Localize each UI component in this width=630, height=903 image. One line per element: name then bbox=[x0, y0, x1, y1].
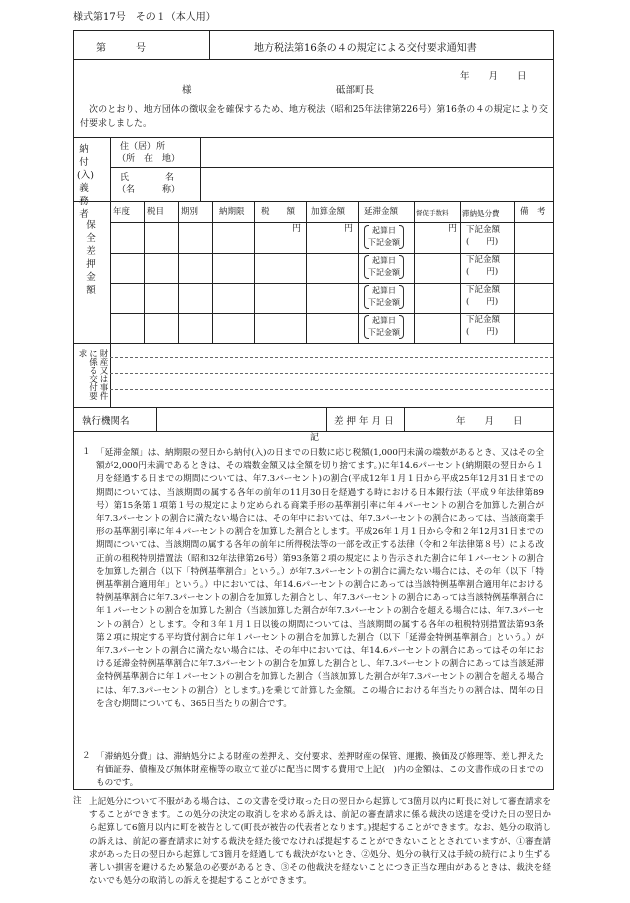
name-sub-label: （名 称） bbox=[117, 185, 181, 195]
late-charge-row-2: 起算日 下記金額 bbox=[365, 255, 403, 279]
col-tax-amount: 税 額 bbox=[261, 207, 296, 217]
col-remarks: 備 考 bbox=[520, 207, 546, 217]
intro-paragraph: 次のとおり、地方団体の徴収金を確保するため、地方税法（昭和25年法律第226号）第16条の４の規定により交付要求しました。 bbox=[80, 105, 548, 129]
late-charge-row-1: 起算日 下記金額 bbox=[365, 225, 403, 249]
disposition-cost-row-2: 下記金額 ( 円) bbox=[466, 255, 501, 277]
unit-demand-yen: 円 bbox=[448, 224, 458, 234]
property-label: 財産又は事件に係る交付要求 bbox=[77, 349, 108, 400]
note-1-text: 「延滞金額」は、納期限の翌日から納付(入)の日までの日数に応じ税額(1,000円未満の端数があるとき、又はその全額が2,000円未満であるときは、その端数金額又は全額を切り捨てます。)に年14.6パーセント(納期限の翌日から１月を経過する日までの期間については、年7.3パーセント)の割合(平成12年１月１日から平成25年12月31日までの期間については、当該期間の属する各年の前年の11月30日を経過する時における日本銀行法（平成９年法律第89号）第15条第１項第１号の規定により定められる商業手形の基準割引率に年４パーセントの割合を加算した割合が年7.3パーセントの割合に満たない場合には、その年中においては、年7.3パーセントの割合にあっては、当該商業手形の基準割引率に年４パーセントの割合を加算した割合とします。平成26年１月１日から令和２年12月31日までの期間については、当該期間の属する各年の前年に所得税法等の一部を改正する法律（令和２年法律第８号）による改正前の租税特別措置法（昭和32年法律第26号）第93条第２項の規定により告示された割合に年１パーセントの割合を加算した割合（以下「特例基準割合」という。）が年7.3パーセントの割合に満たない場合には、その年（以下「特例基準割合適用年」という。）中においては、年14.6パーセントの割合にあっては当該特例基準割合適用年における特例基準割合に年7.3パーセントの割合を加算した割合とし、年7.3パーセントの割合にあっては当該特例基準割合に年１パーセントの割合を加算した割合（当該加算した割合が年7.3パーセントの割合を超える場合には、年7.3パーセントの割合）とします。令和３年１月１日以後の期間については、当該期間の属する各年の租税特別措置法第93条第２項に規定する平均貸付割合に年１パーセントの割合を加算した割合（以下「延滞金特例基準割合」という。）が年7.3パーセントの割合に満たない場合には、その年中においては、年14.6パーセントの割合にあってはその年における延滞金特例基準割合に年7.3パーセントの割合を加算した割合とし、年7.3パーセントの割合にあっては当該延滞金特例基準割合に年１パーセントの割合を加算した割合（当該加算した割合が年7.3パーセントの割合を超える場合には、年7.3パーセントの割合）とします。)を乗じて計算した金額。この場合における年当たりの割合は、閏年の日を含む期間についても、365日当たりの割合です。 bbox=[96, 448, 544, 709]
disposition-cost-row-4: 下記金額 ( 円) bbox=[466, 315, 501, 337]
col-tax-item: 税目 bbox=[147, 207, 165, 217]
form-number-label: 様式第17号 その１（本人用） bbox=[73, 12, 216, 23]
note-1-number: １ bbox=[82, 447, 91, 457]
disposition-cost-row-3: 下記金額 ( 円) bbox=[466, 285, 501, 307]
document-number-label: 第 号 bbox=[96, 43, 146, 54]
late-charge-row-3: 起算日 下記金額 bbox=[365, 285, 403, 309]
address-label: 住（居）所 bbox=[120, 142, 166, 152]
address-sub-label: （所 在 地） bbox=[117, 154, 181, 164]
seizure-date-value: 年 月 日 bbox=[456, 416, 523, 427]
disposition-cost-row-1: 下記金額 ( 円) bbox=[466, 225, 501, 247]
issue-date: 年 月 日 bbox=[460, 71, 527, 82]
col-late-charge: 延滞金額 bbox=[364, 207, 399, 217]
col-additional-amount: 加算金額 bbox=[311, 207, 346, 217]
amounts-group-label: 保全差押金額 bbox=[86, 220, 96, 296]
note-2-text: 「滞納処分費」は、滞納処分による財産の差押え、交付要求、差押財産の保管、運搬、換価及び修理等、差し押えた有価証券、債権及び無体財産権等の取立て並びに配当に関する費用で上記( )内の金額は、この文書作成の日までのものです。 bbox=[96, 752, 544, 789]
footnote-text: 上記処分について不服がある場合は、この文書を受け取った日の翌日から起算して3箇月以内に町長に対して審査請求をすることができます。この処分の決定の取消しを求める訴えは、前記の審査請求に係る裁決の送達を受けた日の翌日から起算して6箇月以内に町を被告として(町長が被告の代表者となります。)提起することができます。なお、処分の取消しの訴えは、前記の審査請求に対する裁決を経た後でなければ提起することができないこととされていますが、①審査請求があった日の翌日から起算して3箇月を経過しても裁決がないとき、②処分、処分の執行又は手続の続行により生ずる著しい損害を避けるため緊急の必要があるとき、③その他裁決を経ないことにつき正当な理由があるときは、裁決を経ないでも処分の取消しの訴えを提起することができます。 bbox=[89, 797, 551, 887]
col-disposition-cost: 滞納処分費 bbox=[462, 209, 500, 218]
notice-form bbox=[73, 30, 554, 790]
issuer-name: 砥部町長 bbox=[336, 85, 375, 96]
execution-agency-label: 執行機関名 bbox=[82, 416, 130, 427]
addressee-suffix: 様 bbox=[182, 85, 192, 96]
notes-heading: 記 bbox=[310, 433, 320, 443]
col-due-date: 納期限 bbox=[219, 207, 245, 217]
col-demand-fee: 督促手数料 bbox=[416, 209, 449, 217]
col-fiscal-year: 年度 bbox=[113, 207, 131, 217]
unit-additional-yen: 円 bbox=[344, 224, 354, 234]
document-title: 地方税法第16条の４の規定による交付要求通知書 bbox=[254, 43, 477, 54]
name-label: 氏 名 bbox=[120, 173, 175, 183]
late-charge-row-4: 起算日 下記金額 bbox=[365, 315, 403, 339]
taxpayer-group-label: 納付(入)義務者 bbox=[77, 144, 94, 220]
seizure-date-label: 差 押 年 月 日 bbox=[334, 416, 394, 427]
note-2-number: ２ bbox=[82, 751, 91, 761]
footnote-label: 注 bbox=[73, 796, 82, 806]
col-period: 期別 bbox=[181, 207, 199, 217]
unit-tax-yen: 円 bbox=[292, 224, 302, 234]
